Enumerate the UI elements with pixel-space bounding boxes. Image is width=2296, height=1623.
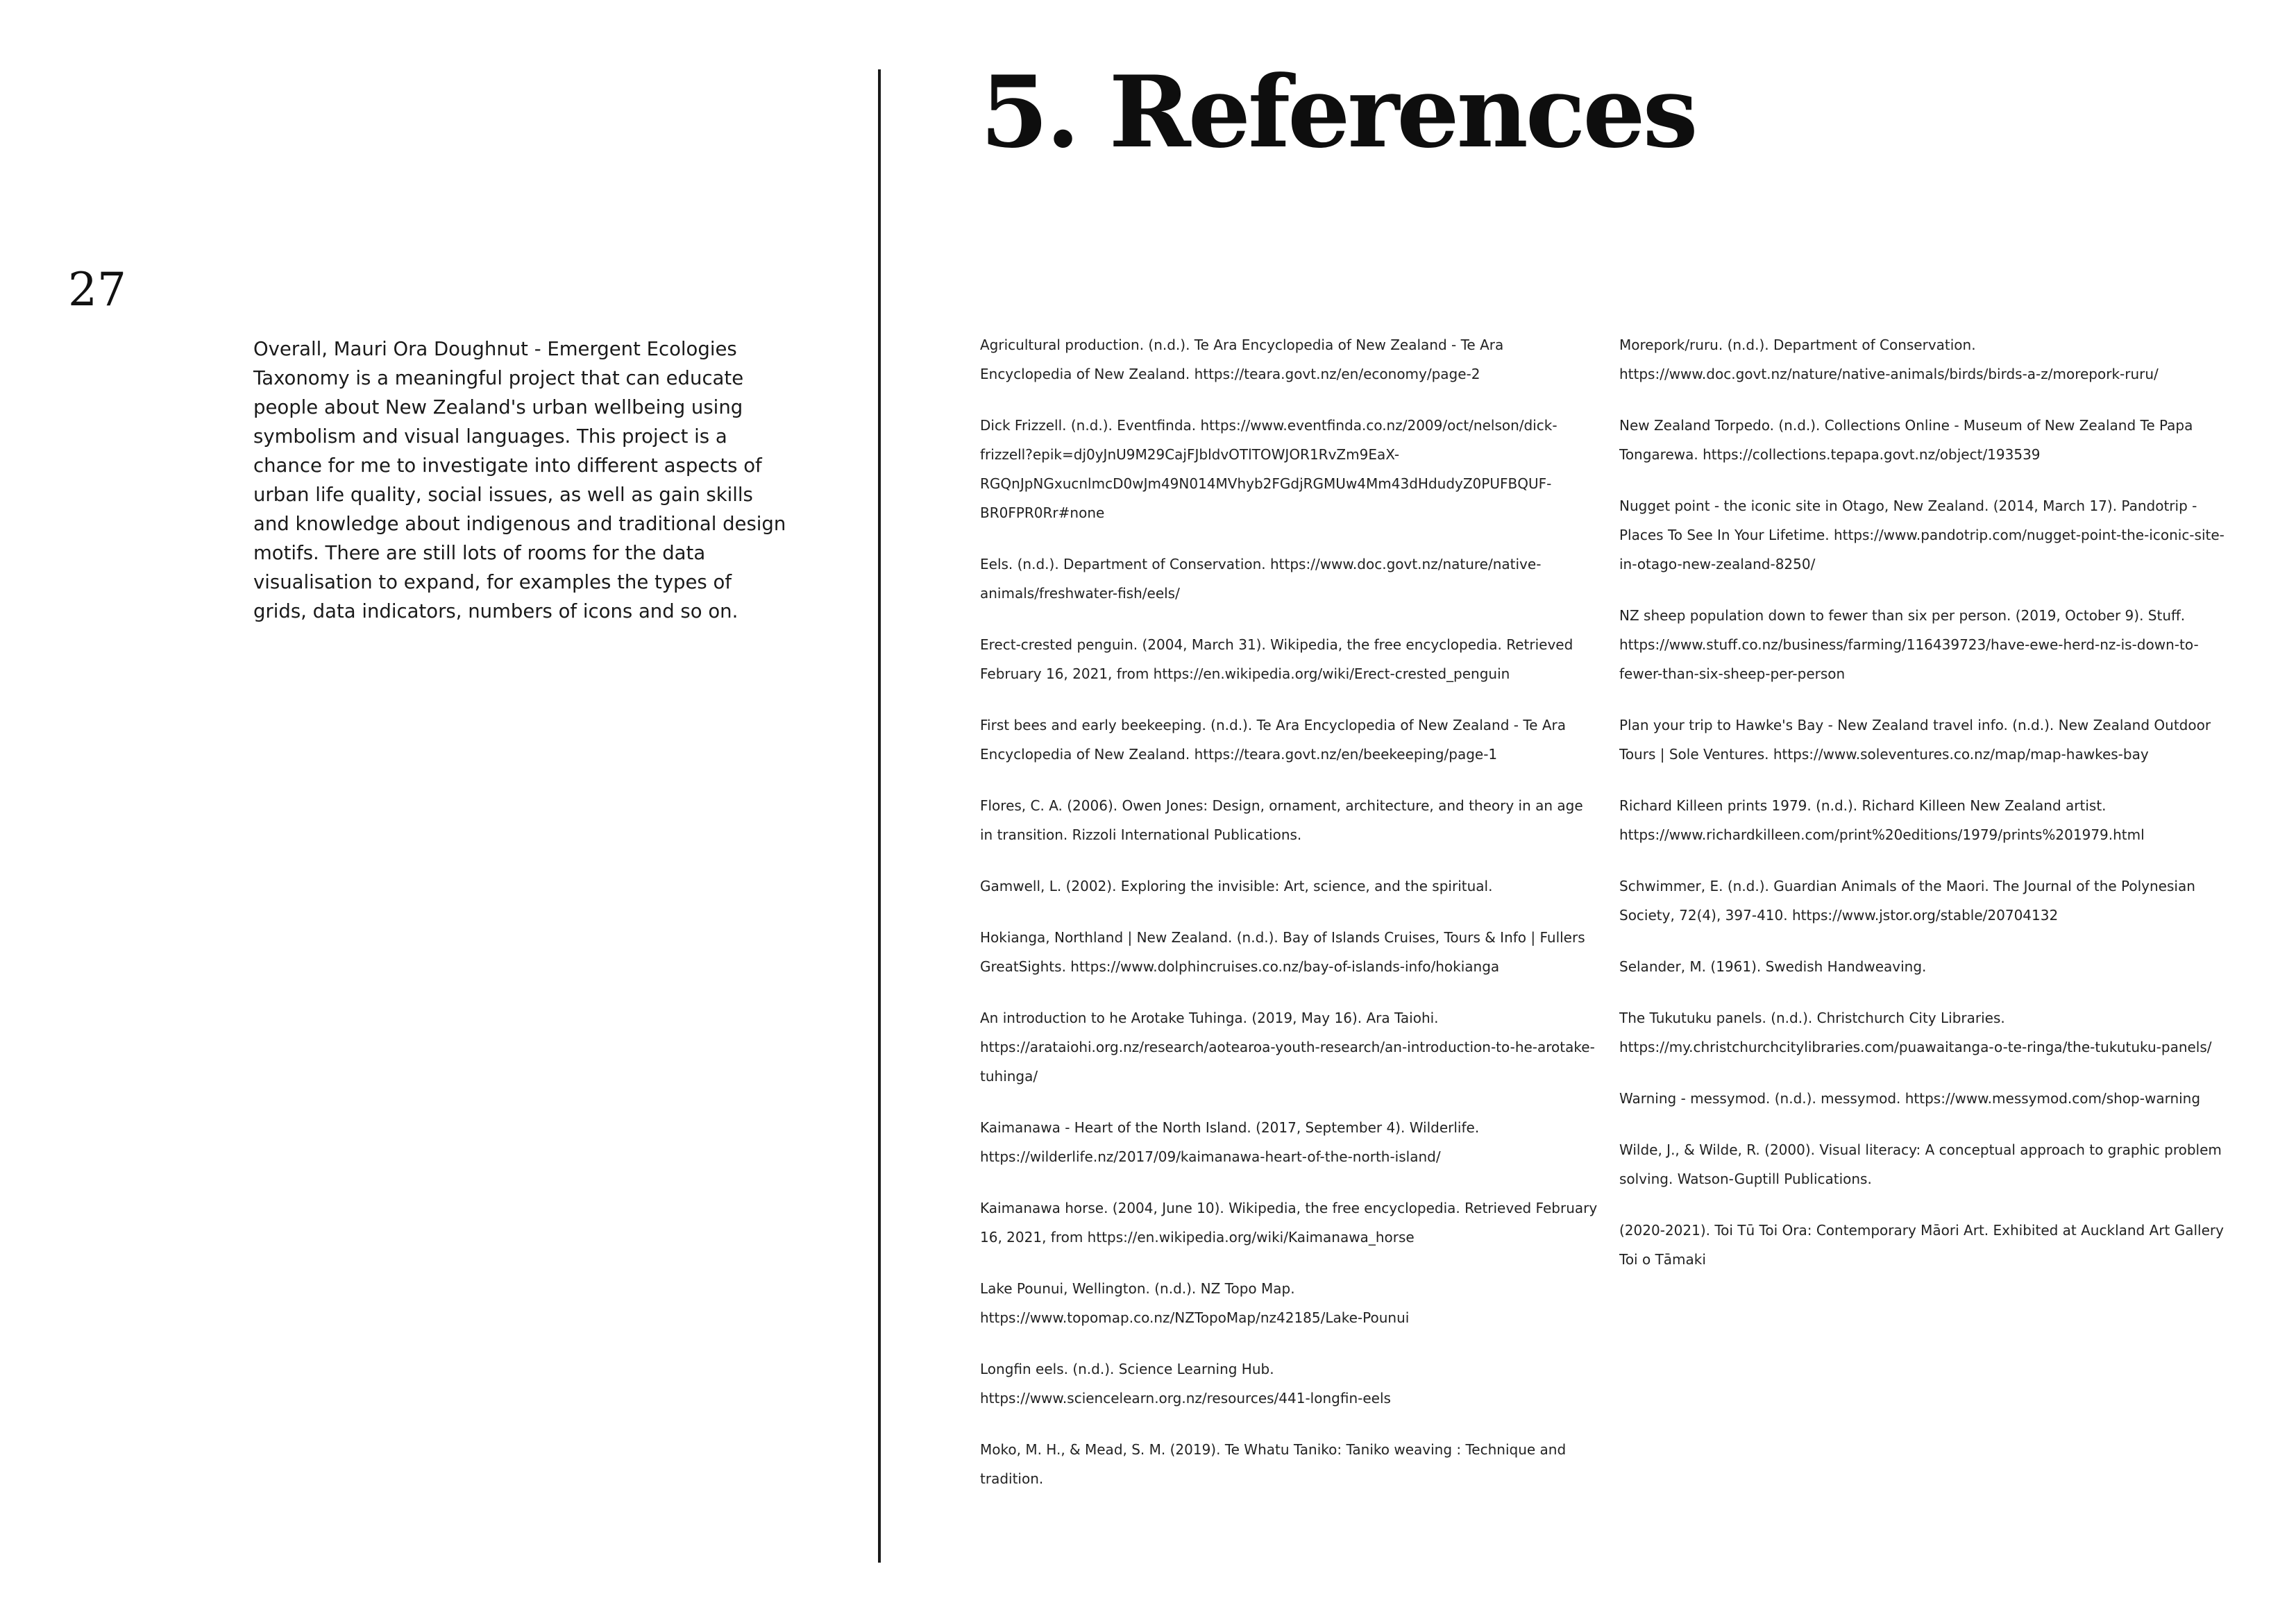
reference-entry: Plan your trip to Hawke's Bay - New Zealand travel info. (n.d.). New Zealand Outdoor Tours | Sole Ventures. https://www.soleventures.co.nz/map/map-hawkes-bay bbox=[1619, 717, 2211, 763]
reference-entry: Dick Frizzell. (n.d.). Eventfinda. https://www.eventfinda.co.nz/2009/oct/nelson/dick-frizzell?epik=dj0yJnU9M29CajFJbldvOTlTOWJOR1RvZm9EaX-RGQnJpNGxucnlmcD0wJm49N014MVhyb2FGdjRGMUw4Mm43dHdudyZ0PUFBQUF-BR0FPR0Rr#none bbox=[980, 417, 1558, 521]
intro-paragraph: Overall, Mauri Ora Doughnut - Emergent Ecologies Taxonomy is a meaningful project that can educate people about New Zealand's urban wellbeing using symbolism and visual languages. This project is a chance for me to investigate into different aspects of urban life quality, social issues, as well as gain skills and knowledge about indigenous and traditional design motifs. There are still lots of rooms for the data visualisation to expand, for examples the types of grids, data indicators, numbers of icons and so on. bbox=[253, 338, 786, 622]
reference-entry: Nugget point - the iconic site in Otago, New Zealand. (2014, March 17). Pandotrip - Places To See In Your Lifetime. https://www.pandotrip.com/nugget-point-the-iconic-site-in-otago-new-zealand-8250/ bbox=[1619, 498, 2225, 572]
page-number: 27 bbox=[68, 263, 126, 316]
reference-entry: Selander, M. (1961). Swedish Handweaving. bbox=[1619, 958, 1927, 975]
reference-entry: An introduction to he Arotake Tuhinga. (2019, May 16). Ara Taiohi. https://arataiohi.org.nz/research/aotearoa-youth-research/an-introduction-to-he-arotake-tuhinga/ bbox=[980, 1010, 1595, 1085]
reference-entry: Erect-crested penguin. (2004, March 31). Wikipedia, the free encyclopedia. Retrieved February 16, 2021, from https://en.wikipedia.org/wiki/Erect-crested_penguin bbox=[980, 636, 1573, 682]
reference-entry: Hokianga, Northland | New Zealand. (n.d.). Bay of Islands Cruises, Tours & Info | Fullers GreatSights. https://www.dolphincruises.co.nz/bay-of-islands-info/hokianga bbox=[980, 929, 1585, 975]
column-divider bbox=[878, 69, 881, 1563]
reference-entry: Schwimmer, E. (n.d.). Guardian Animals of the Maori. The Journal of the Polynesian Society, 72(4), 397-410. https://www.jstor.org/stable/20704132 bbox=[1619, 878, 2195, 924]
reference-entry: The Tukutuku panels. (n.d.). Christchurch City Libraries. https://my.christchurchcitylibraries.com/puawaitanga-o-te-ringa/the-tukutuku-panels/ bbox=[1619, 1010, 2212, 1055]
references-column-2 bbox=[1619, 330, 2240, 1296]
reference-entry: Lake Pounui, Wellington. (n.d.). NZ Topo Map. https://www.topomap.co.nz/NZTopoMap/nz42185/Lake-Pounui bbox=[980, 1280, 1410, 1326]
reference-entry: Agricultural production. (n.d.). Te Ara Encyclopedia of New Zealand - Te Ara Encyclopedia of New Zealand. https://teara.govt.nz/en/economy/page-2 bbox=[980, 337, 1504, 382]
reference-entry: Flores, C. A. (2006). Owen Jones: Design, ornament, architecture, and theory in an age in transition. Rizzoli International Publications. bbox=[980, 797, 1583, 843]
reference-entry: NZ sheep population down to fewer than six per person. (2019, October 9). Stuff. https://www.stuff.co.nz/business/farming/116439723/have-ewe-herd-nz-is-down-to-fewer-than-six-sheep-per-person bbox=[1619, 607, 2199, 682]
reference-entry: Longfin eels. (n.d.). Science Learning Hub. https://www.sciencelearn.org.nz/resources/441-longfin-eels bbox=[980, 1361, 1391, 1407]
page-title: 5. References bbox=[980, 55, 1696, 170]
reference-entry: First bees and early beekeeping. (n.d.). Te Ara Encyclopedia of New Zealand - Te Ara Encyclopedia of New Zealand. https://teara.govt.nz/en/beekeeping/page-1 bbox=[980, 717, 1567, 763]
references-column-1 bbox=[980, 330, 1598, 1515]
reference-entry: Gamwell, L. (2002). Exploring the invisible: Art, science, and the spiritual. bbox=[980, 878, 1493, 894]
reference-entry: Morepork/ruru. (n.d.). Department of Conservation. https://www.doc.govt.nz/nature/native-animals/birds/birds-a-z/morepork-ruru/ bbox=[1619, 337, 2159, 382]
reference-entry: Kaimanawa - Heart of the North Island. (2017, September 4). Wilderlife. https://wilderlife.nz/2017/09/kaimanawa-heart-of-the-north-island/ bbox=[980, 1119, 1480, 1165]
reference-entry: Moko, M. H., & Mead, S. M. (2019). Te Whatu Taniko: Taniko weaving : Technique and tradition. bbox=[980, 1441, 1567, 1487]
reference-entry: Warning - messymod. (n.d.). messymod. https://www.messymod.com/shop-warning bbox=[1619, 1090, 2201, 1107]
reference-entry: Kaimanawa horse. (2004, June 10). Wikipedia, the free encyclopedia. Retrieved February 16, 2021, from https://en.wikipedia.org/wiki/Kaimanawa_horse bbox=[980, 1200, 1598, 1246]
reference-entry: (2020-2021). Toi Tū Toi Ora: Contemporary Māori Art. Exhibited at Auckland Art Gallery Toi o Tāmaki bbox=[1619, 1222, 2224, 1268]
reference-entry: New Zealand Torpedo. (n.d.). Collections Online - Museum of New Zealand Te Papa Tongarewa. https://collections.tepapa.govt.nz/object/193539 bbox=[1619, 417, 2193, 463]
reference-entry: Richard Killeen prints 1979. (n.d.). Richard Killeen New Zealand artist. https://www.richardkilleen.com/print%20editions/1979/prints%201979.html bbox=[1619, 797, 2145, 843]
reference-entry: Eels. (n.d.). Department of Conservation. https://www.doc.govt.nz/nature/native-animals/freshwater-fish/eels/ bbox=[980, 556, 1542, 602]
reference-entry: Wilde, J., & Wilde, R. (2000). Visual literacy: A conceptual approach to graphic problem solving. Watson-Guptill Publications. bbox=[1619, 1141, 2222, 1187]
